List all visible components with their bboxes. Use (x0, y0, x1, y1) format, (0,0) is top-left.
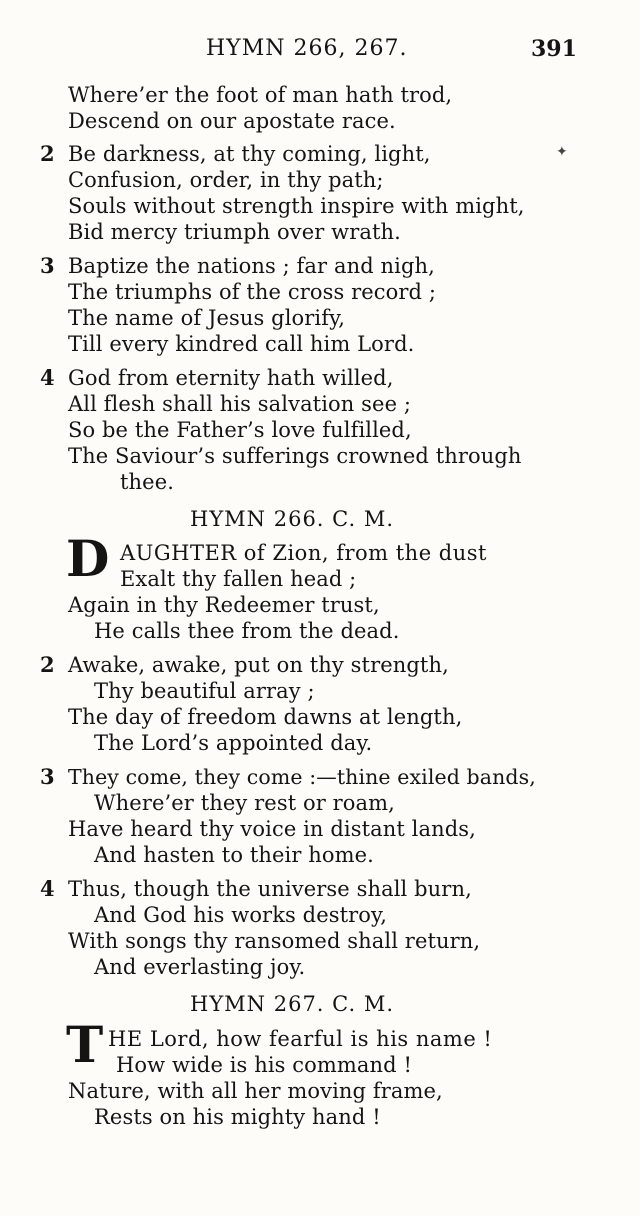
verse-line: Exalt thy fallen head ; (120, 567, 357, 591)
verse-line: The Lord’s appointed day. (94, 731, 373, 755)
verse-line: thee. (120, 470, 174, 494)
verse-line: Thy beautiful array ; (94, 679, 315, 703)
page-number: 391 (531, 36, 577, 62)
verse-number: 2 (40, 652, 55, 677)
verse-number: 4 (40, 365, 55, 390)
drop-cap: D (66, 529, 110, 588)
verse-line: They come, they come :—thine exiled bands, (68, 765, 536, 789)
verse-line: Have heard thy voice in distant lands, (68, 817, 476, 841)
verse-line: Rests on his mighty hand ! (94, 1105, 381, 1129)
verse-number: 3 (40, 764, 55, 789)
verse-line: The day of freedom dawns at length, (68, 705, 463, 729)
verse-line: He calls thee from the dead. (94, 619, 400, 643)
verse-line: Where’er they rest or roam, (94, 791, 395, 815)
verse-line: And hasten to their home. (94, 843, 374, 867)
verse-line: AUGHTER of Zion, from the dust (120, 541, 487, 565)
verse-line: Descend on our apostate race. (68, 109, 396, 133)
verse-line: Where’er the foot of man hath trod, (68, 83, 453, 107)
verse-line: All flesh shall his salvation see ; (68, 392, 412, 416)
verse-line: The triumphs of the cross record ; (68, 280, 437, 304)
verse-line: With songs thy ransomed shall return, (68, 929, 481, 953)
verse-line: Awake, awake, put on thy strength, (68, 653, 449, 677)
verse-line: And God his works destroy, (94, 903, 387, 927)
verse-line: Nature, with all her moving frame, (68, 1079, 443, 1103)
verse-number: 4 (40, 876, 55, 901)
hymn-title: HYMN 267. C. M. (190, 992, 395, 1016)
drop-cap: T (66, 1015, 104, 1074)
verse-line: And everlasting joy. (94, 955, 306, 979)
verse-line: The name of Jesus glorify, (68, 306, 346, 330)
hymn-title: HYMN 266. C. M. (190, 507, 395, 531)
page-header (0, 36, 640, 72)
verse-number: 3 (40, 253, 55, 278)
verse-line: Again in thy Redeemer trust, (68, 593, 380, 617)
verse-line: Till every kindred call him Lord. (68, 332, 415, 356)
ink-mark-icon: ✦ (556, 144, 568, 160)
running-title: HYMN 266, 267. (206, 36, 408, 61)
verse-line: Thus, though the universe shall burn, (68, 877, 472, 901)
verse-line: Baptize the nations ; far and nigh, (68, 254, 435, 278)
verse-line: Souls without strength inspire with might, (68, 194, 525, 218)
verse-line: Bid mercy triumph over wrath. (68, 220, 401, 244)
verse-line: So be the Father’s love fulfilled, (68, 418, 412, 442)
verse-line: HE Lord, how fearful is his name ! (108, 1027, 493, 1051)
verse-line: The Saviour’s sufferings crowned through (68, 444, 522, 468)
verse-number: 2 (40, 141, 55, 166)
verse-line: Be darkness, at thy coming, light, (68, 142, 431, 166)
verse-line: God from eternity hath willed, (68, 366, 394, 390)
verse-line: How wide is his command ! (116, 1053, 413, 1077)
verse-line: Confusion, order, in thy path; (68, 168, 384, 192)
